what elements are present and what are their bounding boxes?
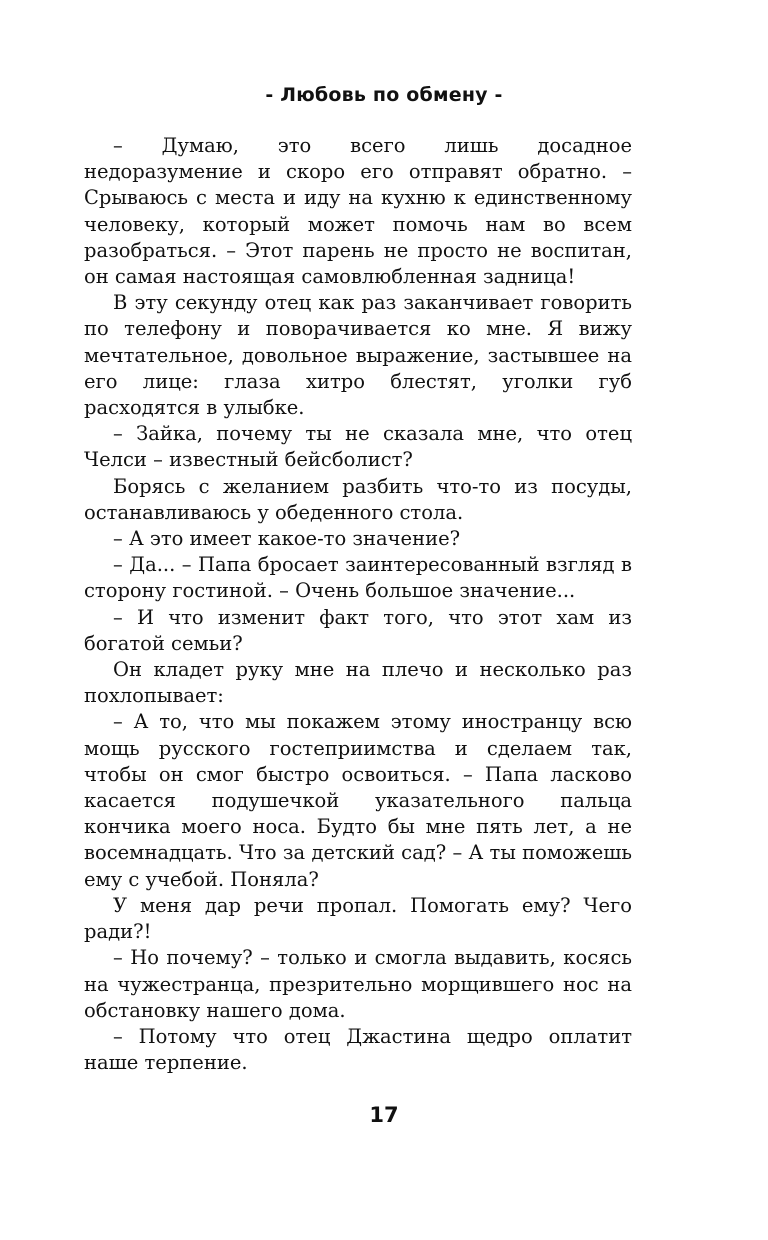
paragraph-9: – А то, что мы покажем этому иностранцу всю мощь русского гостеприимства и сделаем так, чтобы он смог быстро освоиться. – Папа ласково касается подушечкой указательного пальца кончика моего носа. Будто бы мне пять лет, а не восемнадцать. Что за детский сад? – А ты поможешь ему с учебой. Поняла? xyxy=(84,710,632,891)
paragraph-10: У меня дар речи пропал. Помогать ему? Чего ради?! xyxy=(84,893,632,944)
paragraph-12: – Потому что отец Джастина щедро оплатит наше терпение. xyxy=(84,1024,632,1075)
running-header: - Любовь по обмену - xyxy=(265,84,503,106)
paragraph-6: – Да... – Папа бросает заинтересованный взгляд в сторону гостиной. – Очень большое значение... xyxy=(84,553,632,603)
paragraph-2: В эту секунду отец как раз заканчивает говорить по телефону и поворачивается ко мне. Я вижу мечтательное, довольное выражение, застывшее на его лице: глаза хитро блестят, уголки губ расходятся в улыбке. xyxy=(84,291,632,420)
paragraph-11: – Но почему? – только и смогла выдавить, косясь на чужестранца, презрительно морщившего нос на обстановку нашего дома. xyxy=(84,946,632,1022)
body-text xyxy=(84,133,632,1076)
paragraph-7: – И что изменит факт того, что этот хам из богатой семьи? xyxy=(84,605,632,655)
paragraph-3: – Зайка, почему ты не сказала мне, что отец Челси – известный бейсболист? xyxy=(84,422,632,472)
paragraph-4: Борясь с желанием разбить что-то из посуды, останавливаюсь у обеденного стола. xyxy=(84,474,632,524)
paragraph-5: – А это имеет какое-то значение? xyxy=(113,527,461,551)
paragraph-1: – Думаю, это всего лишь досадное недоразумение и скоро его отправят обратно. – Срываюсь с места и иду на кухню к единственному человеку, который может помочь нам во всем разобраться. – Этот парень не просто не воспитан, он самая настоящая самовлюбленная задница! xyxy=(84,134,632,289)
page-number: 17 xyxy=(369,1103,399,1127)
paragraph-8: Он кладет руку мне на плечо и несколько раз похлопывает: xyxy=(84,658,632,708)
